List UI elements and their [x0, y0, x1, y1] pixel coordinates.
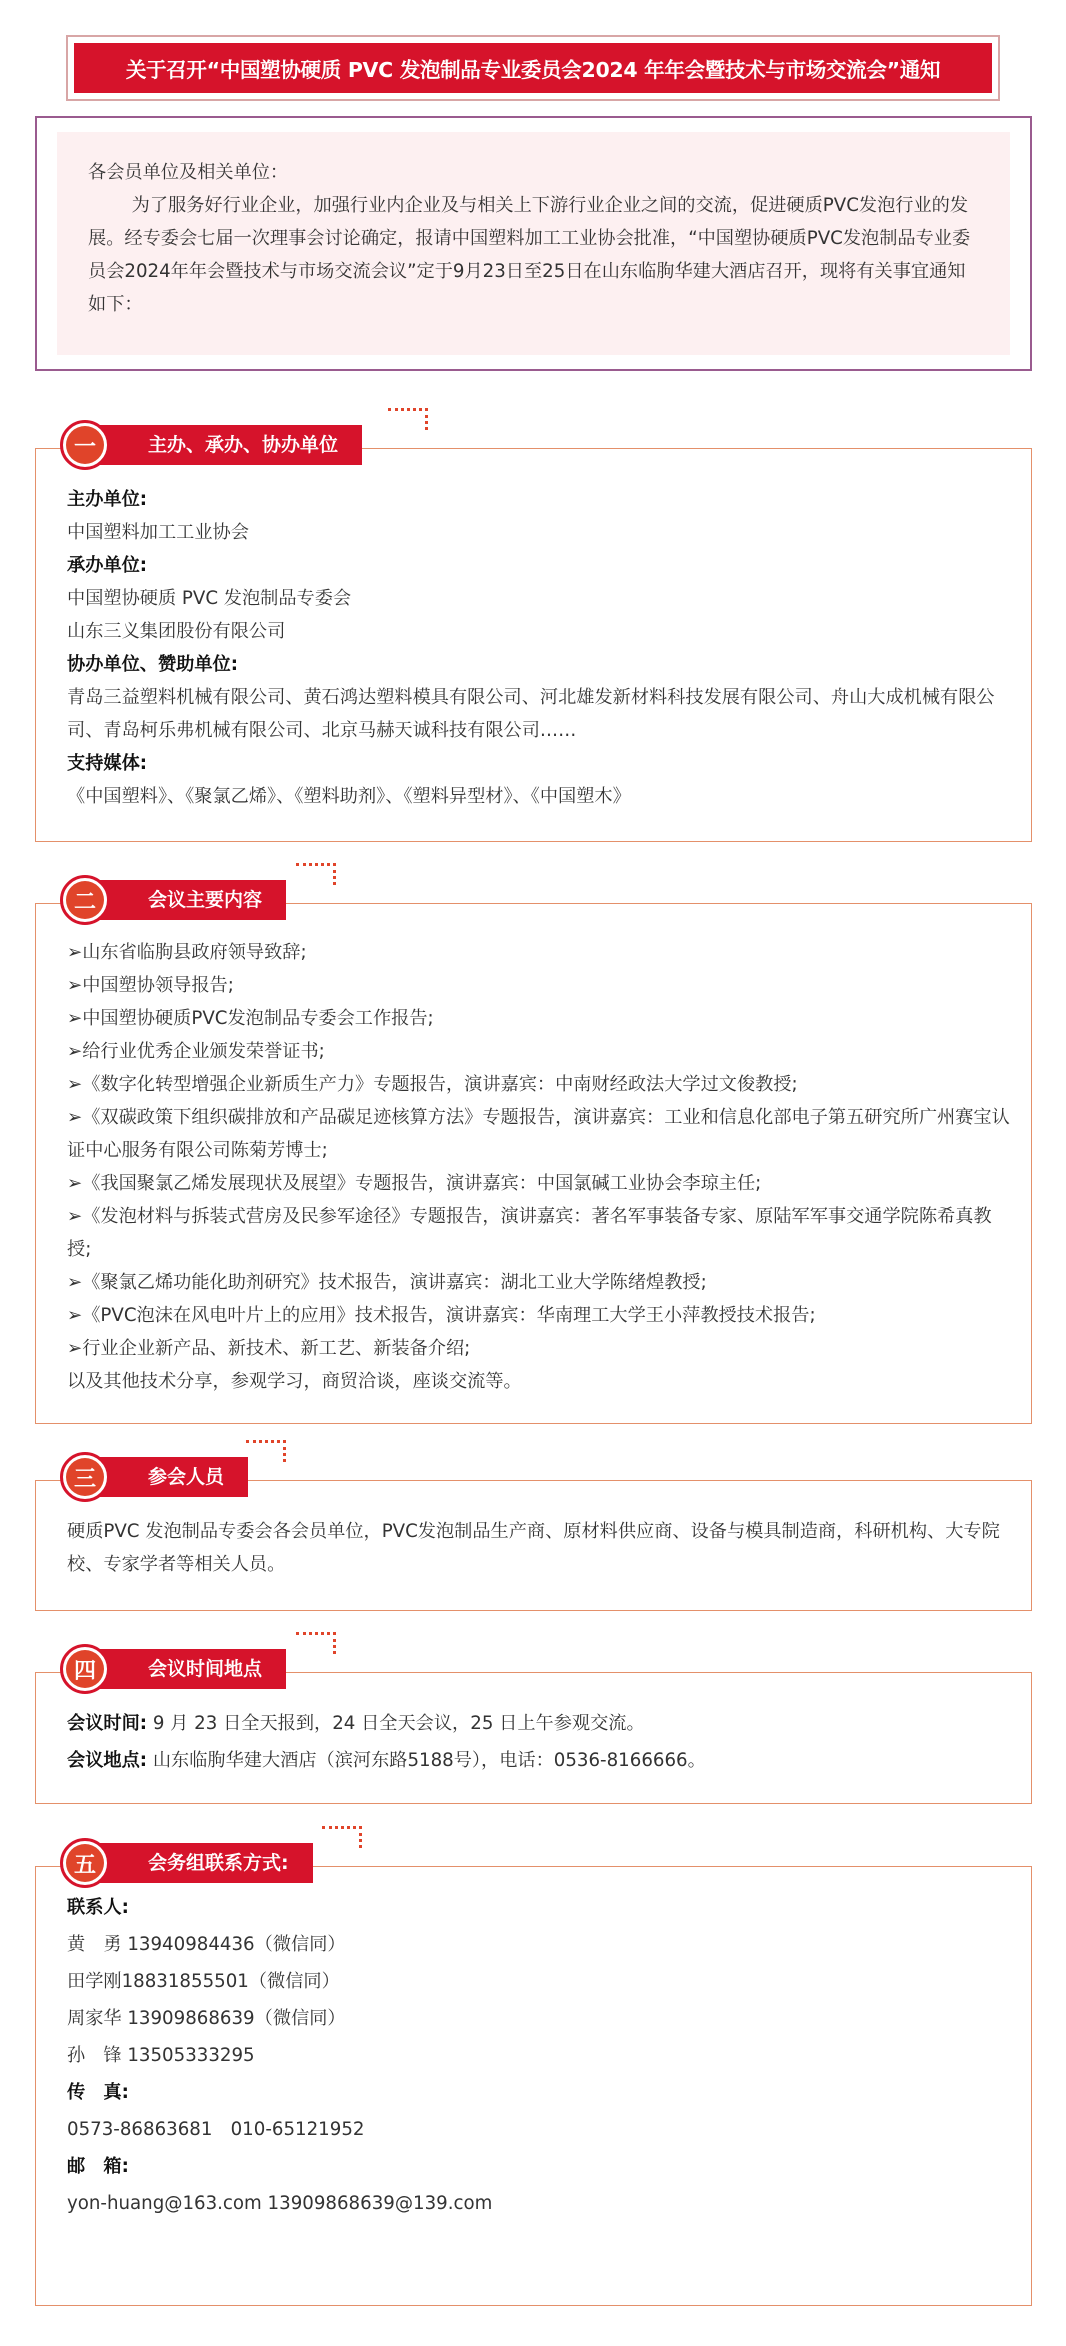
page-title: 关于召开“中国塑协硬质 PVC 发泡制品专业委员会2024 年年会暨技术与市场交流会”通知 [74, 43, 992, 93]
agenda-item: ➢《双碳政策下组织碳排放和产品碳足迹核算方法》专题报告，演讲嘉宾：工业和信息化部电子第五研究所广州赛宝认证中心服务有限公司陈菊芳博士; [67, 1107, 1010, 1161]
contact-label: 联系人: [67, 1897, 129, 1918]
email-label: 邮 箱: [67, 2156, 129, 2177]
section-time-place [35, 1658, 1032, 1804]
contact-item: 黄 勇 13940984436（微信同） [67, 1934, 346, 1955]
agenda-item: ➢《我国聚氯乙烯发展现状及展望》专题报告，演讲嘉宾：中国氯碱工业协会李琼主任; [67, 1173, 762, 1194]
co-organizer-label: 协办单位、赞助单位: [67, 654, 238, 675]
attendees-text: 硬质PVC 发泡制品专委会各会员单位，PVC发泡制品生产商、原材料供应商、设备与模具制造商，科研机构、大专院校、专家学者等相关人员。 [67, 1521, 1000, 1575]
dotted-ornament [296, 1632, 336, 1654]
section-contacts [35, 1852, 1032, 2306]
agenda-list [67, 936, 1011, 1398]
fax-label: 传 真: [67, 2082, 129, 2103]
contact-item: 田学刚18831855501（微信同） [67, 1971, 340, 1992]
section-number-badge: 三 [60, 1452, 110, 1502]
title-banner [66, 35, 1000, 101]
place-label: 会议地点: [67, 1750, 148, 1771]
time-row [67, 1705, 1011, 1742]
section-title: 会务组联系方式: [100, 1843, 313, 1883]
section-content [67, 483, 1011, 813]
time-value: 9 月 23 日全天报到，24 日全天会议，25 日上午参观交流。 [152, 1713, 645, 1734]
place-value: 山东临朐华建大酒店（滨河东路5188号），电话：0536-8166666。 [152, 1750, 706, 1771]
dotted-ornament [246, 1440, 286, 1462]
section-title: 参会人员 [100, 1457, 248, 1497]
undertaker-value: 中国塑协硬质 PVC 发泡制品专委会 [67, 588, 352, 609]
media-value: 《中国塑料》、《聚氯乙烯》、《塑料助剂》、《塑料异型材》、《中国塑木》 [67, 786, 631, 807]
undertaker-label: 承办单位: [67, 555, 148, 576]
intro-body: 为了服务好行业企业，加强行业内企业及与相关上下游行业企业之间的交流，促进硬质PVC发泡行业的发展。经专委会七届一次理事会讨论确定，报请中国塑料加工工业协会批准，“中国塑协硬质PVC发泡制品专业委员会2024年年会暨技术与市场交流会议”定于9月23日至25日在山东临朐华建大酒店召开，现将有关事宜通知如下： [88, 195, 971, 315]
contacts-content [67, 1889, 1011, 2222]
agenda-item: ➢给行业优秀企业颁发荣誉证书; [67, 1041, 325, 1062]
section-content [67, 1515, 1011, 1581]
co-organizer-value: 青岛三益塑料机械有限公司、黄石鸿达塑料模具有限公司、河北雄发新材料科技发展有限公司、舟山大成机械有限公司、青岛柯乐弗机械有限公司、北京马赫天诚科技有限公司…… [67, 687, 995, 741]
contact-item: 孙 锋 13505333295 [67, 2045, 255, 2066]
section-number-badge: 四 [60, 1644, 110, 1694]
media-label: 支持媒体: [67, 753, 148, 774]
agenda-item: ➢《PVC泡沫在风电叶片上的应用》技术报告，演讲嘉宾：华南理工大学王小萍教授技术报告; [67, 1305, 816, 1326]
agenda-item: ➢中国塑协领导报告; [67, 975, 234, 996]
fax-value: 0573-86863681 010-65121952 [67, 2119, 365, 2140]
agenda-item: ➢《聚氯乙烯功能化助剂研究》技术报告，演讲嘉宾：湖北工业大学陈绪煌教授; [67, 1272, 707, 1293]
section-agenda [35, 889, 1032, 1424]
section-title: 会议时间地点 [100, 1649, 286, 1689]
dotted-ornament [322, 1826, 362, 1848]
time-label: 会议时间: [67, 1713, 148, 1734]
dotted-ornament [388, 408, 428, 430]
dotted-ornament [296, 863, 336, 885]
section-number-badge: 二 [60, 875, 110, 925]
section-title: 会议主要内容 [100, 880, 286, 920]
section-organizers [35, 434, 1032, 842]
agenda-item: ➢《发泡材料与拆装式营房及民参军途径》专题报告，演讲嘉宾：著名军事装备专家、原陆军军事交通学院陈希真教授; [67, 1206, 992, 1260]
place-row [67, 1742, 1011, 1779]
contact-item: 周家华 13909868639（微信同） [67, 2008, 346, 2029]
agenda-item: ➢山东省临朐县政府领导致辞; [67, 942, 307, 963]
agenda-item: ➢中国塑协硬质PVC发泡制品专委会工作报告; [67, 1008, 434, 1029]
section-attendees [35, 1466, 1032, 1611]
email-value: yon-huang@163.com 13909868639@139.com [67, 2193, 493, 2214]
intro-greeting: 各会员单位及相关单位： [88, 162, 289, 183]
organizer-label: 主办单位: [67, 489, 148, 510]
agenda-item: ➢行业企业新产品、新技术、新工艺、新装备介绍; [67, 1338, 471, 1359]
agenda-item: 以及其他技术分享，参观学习，商贸洽谈，座谈交流等。 [67, 1371, 522, 1392]
section-title: 主办、承办、协办单位 [100, 425, 362, 465]
organizer-value: 中国塑料加工工业协会 [67, 522, 249, 543]
section-number-badge: 一 [60, 420, 110, 470]
intro-box [35, 116, 1032, 371]
intro-content [57, 132, 1010, 355]
agenda-item: ➢《数字化转型增强企业新质生产力》专题报告，演讲嘉宾：中南财经政法大学过文俊教授; [67, 1074, 798, 1095]
section-number-badge: 五 [60, 1838, 110, 1888]
section-content [67, 1705, 1011, 1779]
undertaker-value: 山东三义集团股份有限公司 [67, 621, 286, 642]
